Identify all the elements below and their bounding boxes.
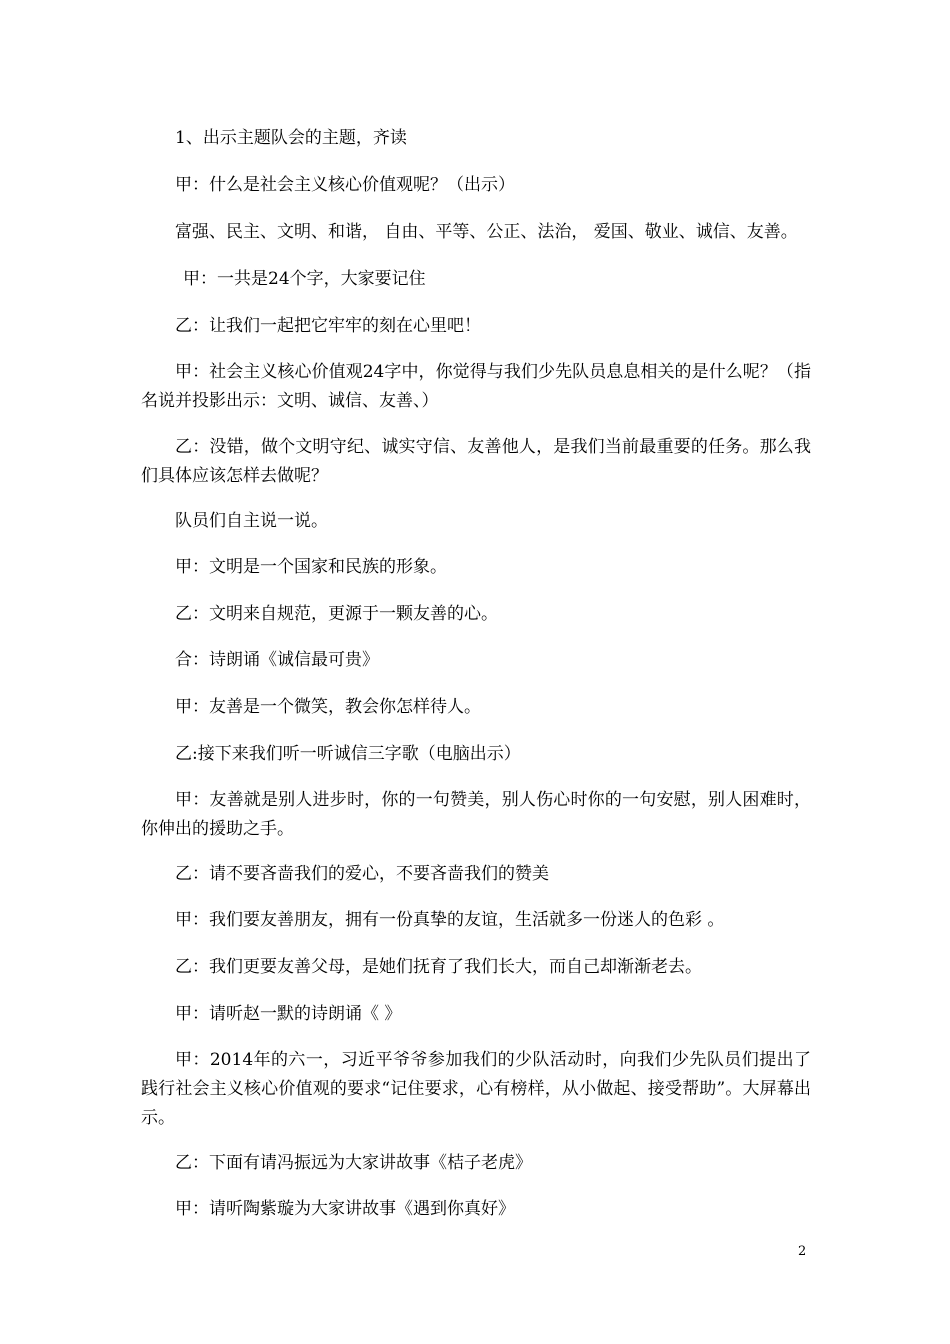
paragraph-4: 甲：一共是24个字，大家要记住 (183, 269, 426, 289)
paragraph-16: 甲：我们要友善朋友，拥有一份真挚的友谊，生活就多一份迷人的色彩 。 (175, 910, 725, 930)
paragraph-14: 甲：友善就是别人进步时，你的一句赞美，别人伤心时你的一句安慰，别人困难时，你伸出的援助之手。 (141, 790, 811, 839)
paragraph-18: 甲：请听赵一默的诗朗诵《 》 (175, 1004, 402, 1024)
paragraph-3: 富强、民主、文明、和谐， 自由、平等、公正、法治， 爱国、敬业、诚信、友善。 (175, 222, 798, 242)
paragraph-5: 乙：让我们一起把它牢牢的刻在心里吧！ (175, 316, 481, 336)
paragraph-17: 乙：我们更要友善父母，是她们抚育了我们长大，而自己却渐渐老去。 (175, 957, 702, 977)
page-number: 2 (798, 1244, 807, 1259)
paragraph-12: 甲：友善是一个微笑，教会你怎样待人。 (175, 697, 481, 717)
paragraph-21: 甲：请听陶紫璇为大家讲故事《遇到你真好》 (175, 1199, 515, 1219)
paragraph-8: 队员们自主说一说。 (175, 511, 328, 531)
paragraph-7: 乙：没错，做个文明守纪、诚实守信、友善他人，是我们当前最重要的任务。那么我们具体应该怎样去做呢？ (141, 437, 811, 486)
paragraph-10: 乙：文明来自规范，更源于一颗友善的心。 (175, 604, 498, 624)
paragraph-15: 乙：请不要吝啬我们的爱心，不要吝啬我们的赞美 (175, 864, 549, 884)
paragraph-20: 乙：下面有请冯振远为大家讲故事《桔子老虎》 (175, 1153, 532, 1173)
paragraph-19: 甲：2014年的六一，习近平爷爷参加我们的少队活动时，向我们少先队员们提出了践行社会主义核心价值观的要求“记住要求，心有榜样，从小做起、接受帮助”。大屏幕出示。 (141, 1050, 811, 1128)
paragraph-11: 合：诗朗诵《诚信最可贵》 (175, 650, 379, 670)
paragraph-2: 甲：什么是社会主义核心价值观呢？（出示） (175, 175, 515, 195)
paragraph-9: 甲：文明是一个国家和民族的形象。 (175, 557, 447, 577)
paragraph-13: 乙:接下来我们听一听诚信三字歌（电脑出示） (175, 744, 521, 764)
paragraph-1: 1、出示主题队会的主题，齐读 (175, 128, 407, 148)
paragraph-6: 甲：社会主义核心价值观24字中，你觉得与我们少先队员息息相关的是什么呢？（指名说并投影出示：文明、诚信、友善、） (141, 362, 811, 411)
